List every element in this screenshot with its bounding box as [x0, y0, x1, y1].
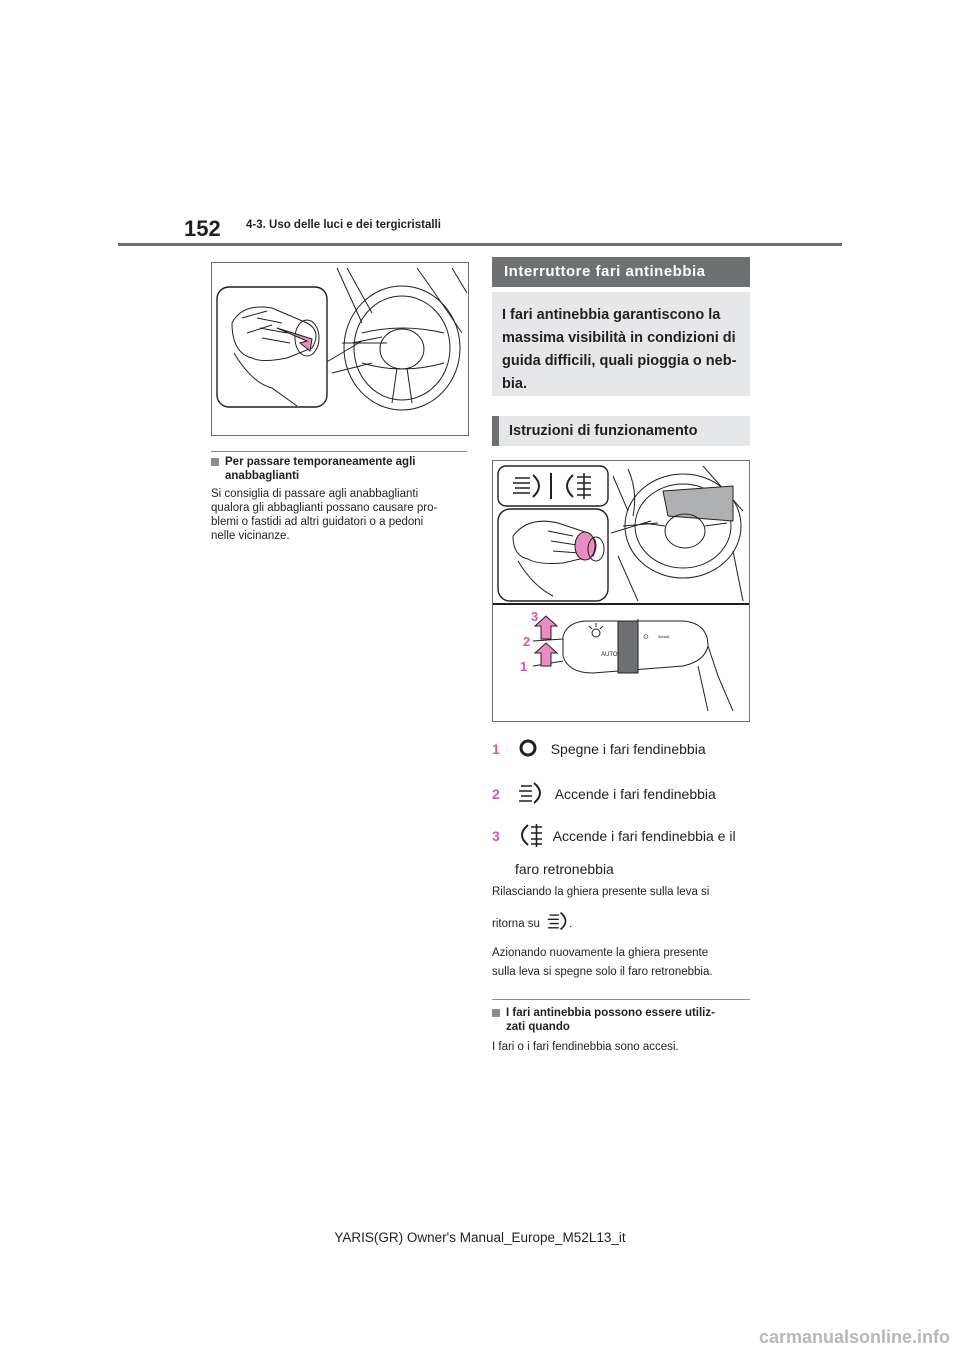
again-note-line2: sulla leva si spegne solo il faro retronebbia.: [492, 966, 713, 978]
lever-illustration: [211, 262, 469, 436]
step-2: [492, 781, 752, 805]
temporary-lowbeam-note: [211, 455, 467, 543]
note-bullet-icon: [211, 458, 219, 466]
again-note-line1: Azionando nuovamente la ghiera presente: [492, 947, 709, 959]
fog-usable-note: [492, 1006, 750, 1054]
note-body-line: blemi o fastidi ad altri guidatori o a pedoni: [211, 516, 424, 528]
intro-line: I fari antinebbia garantiscono la: [502, 307, 721, 323]
note-title-line2: anabbaglianti: [225, 470, 300, 482]
svg-text:⇦⇨: ⇦⇨: [658, 634, 670, 641]
rear-fog-icon: [518, 823, 544, 847]
page-number: 152: [184, 216, 221, 241]
note-title: [211, 455, 467, 483]
auto-label: AUTO: [601, 652, 618, 658]
watermark: carmanualsonline.info: [758, 1327, 950, 1347]
release-note-end: .: [569, 918, 573, 930]
intro-line: guida difficili, quali pioggia o neb-: [502, 353, 737, 369]
note-rule: [492, 999, 750, 1000]
step-number: 3: [492, 828, 500, 844]
step-text: Accende i fari fendinebbia: [554, 786, 716, 802]
note-title-line2: zati quando: [506, 1021, 570, 1033]
intro-line: bia.: [502, 376, 527, 392]
fog-off-icon: [518, 738, 538, 758]
step-3: [492, 823, 762, 877]
footer: YARIS(GR) Owner's Manual_Europe_M52L13_it: [334, 1230, 626, 1245]
figure-label-2: 2: [523, 634, 531, 649]
fog-switch-illustration: [492, 460, 750, 722]
note-rule: [211, 451, 467, 452]
step-number: 2: [492, 786, 500, 802]
release-note-line2: ritorna su: [492, 918, 540, 930]
note-bullet-icon: [492, 1009, 500, 1017]
svg-text:⊙: ⊙: [643, 634, 649, 641]
note-title-line1: I fari antinebbia possono essere utiliz-: [506, 1007, 715, 1019]
intro-line: massima visibilità in condizioni di: [502, 330, 736, 346]
release-note: [492, 884, 762, 932]
figure-label-3: 3: [531, 609, 539, 624]
again-note: [492, 944, 762, 982]
front-fog-icon: [518, 781, 544, 805]
section-banner: Interruttore fari antinebbia: [492, 257, 750, 287]
step-text-continued: faro retronebbia: [515, 861, 614, 877]
release-note-line1: Rilasciando la ghiera presente sulla leva si: [492, 886, 710, 898]
subheading: Istruzioni di funzionamento: [492, 416, 750, 446]
step-text: Accende i fari fendinebbia e il: [552, 828, 736, 844]
front-fog-icon: [547, 910, 569, 932]
step-text: Spegne i fari fendinebbia: [550, 741, 706, 757]
step-1: [492, 738, 752, 759]
note-body-line: nelle vicinanze.: [211, 530, 290, 542]
note-title: [492, 1006, 750, 1034]
note-body: I fari o i fari fendinebbia sono accesi.: [492, 1041, 679, 1053]
note-body-line: qualora gli abbaglianti possano causare pro-: [211, 502, 438, 514]
step-number: 1: [492, 741, 500, 757]
figure-label-1: 1: [520, 659, 528, 674]
note-title-line1: Per passare temporaneamente agli: [225, 456, 416, 468]
note-body-line: Si consiglia di passare agli anabbaglianti: [211, 488, 419, 500]
header-rule: [118, 243, 842, 246]
intro-box: [492, 292, 750, 396]
section-header: 4-3. Uso delle luci e dei tergicristalli: [246, 219, 441, 231]
